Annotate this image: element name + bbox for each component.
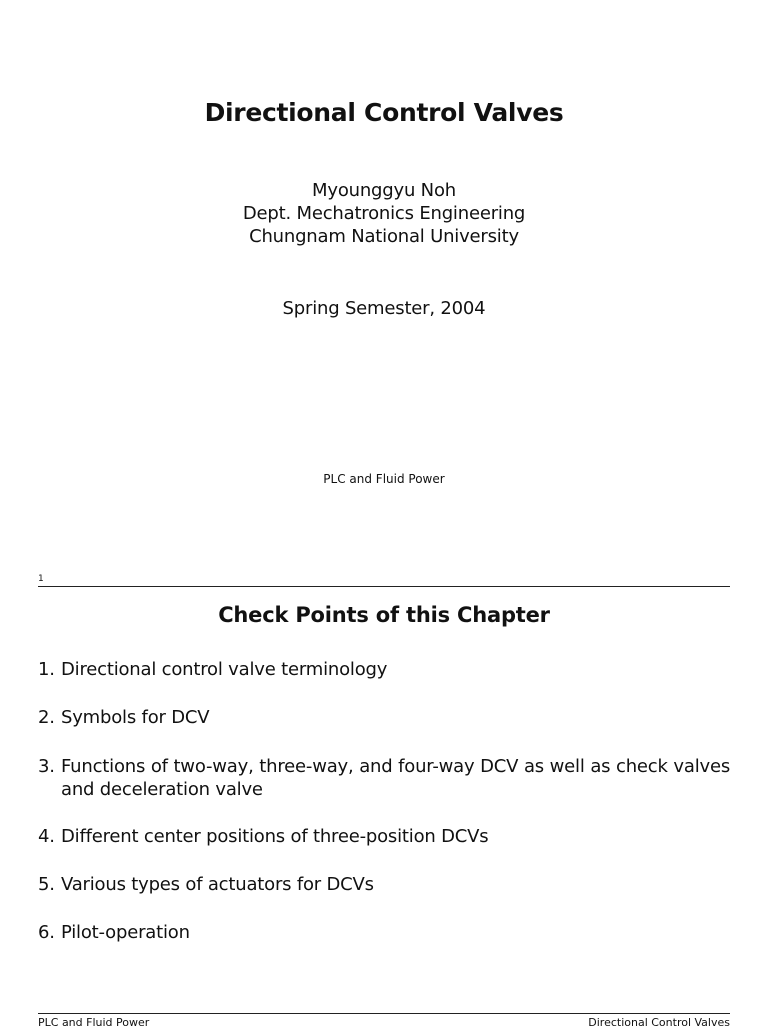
list-item-number: 5. (38, 874, 55, 895)
course-name: PLC and Fluid Power (323, 472, 445, 486)
author-name: Myounggyu Noh (312, 180, 456, 201)
list-item (38, 921, 730, 944)
list-item-text: Different center positions of three-position DCVs (61, 826, 489, 847)
list-item-text: Directional control valve terminology (61, 659, 388, 680)
list-item-number: 6. (38, 922, 55, 943)
list-item (38, 658, 730, 681)
university: Chungnam National University (249, 226, 519, 247)
list-item-number: 2. (38, 707, 55, 728)
footer-title: Directional Control Valves (588, 1016, 730, 1029)
list-item (38, 825, 730, 848)
list-item-text: Various types of actuators for DCVs (61, 874, 374, 895)
list-item (38, 873, 730, 896)
list-item-number: 1. (38, 659, 55, 680)
section-title: Check Points of this Chapter (218, 603, 550, 627)
list-item-text: Pilot-operation (61, 922, 190, 943)
page-number: 1 (38, 574, 44, 584)
list-item-text: Symbols for DCV (61, 707, 210, 728)
semester-date: Spring Semester, 2004 (282, 298, 486, 319)
slide-title: Directional Control Valves (204, 98, 564, 127)
footer-divider (38, 1013, 730, 1014)
list-item (38, 755, 730, 801)
list-item-number: 3. (38, 756, 55, 777)
footer-course: PLC and Fluid Power (38, 1016, 150, 1029)
checkpoint-list (38, 0, 730, 1024)
list-item-number: 4. (38, 826, 55, 847)
list-item-text: Functions of two-way, three-way, and four-way DCV as well as check valves and deceleration valve (61, 756, 730, 800)
department: Dept. Mechatronics Engineering (242, 203, 526, 224)
list-item (38, 706, 730, 729)
